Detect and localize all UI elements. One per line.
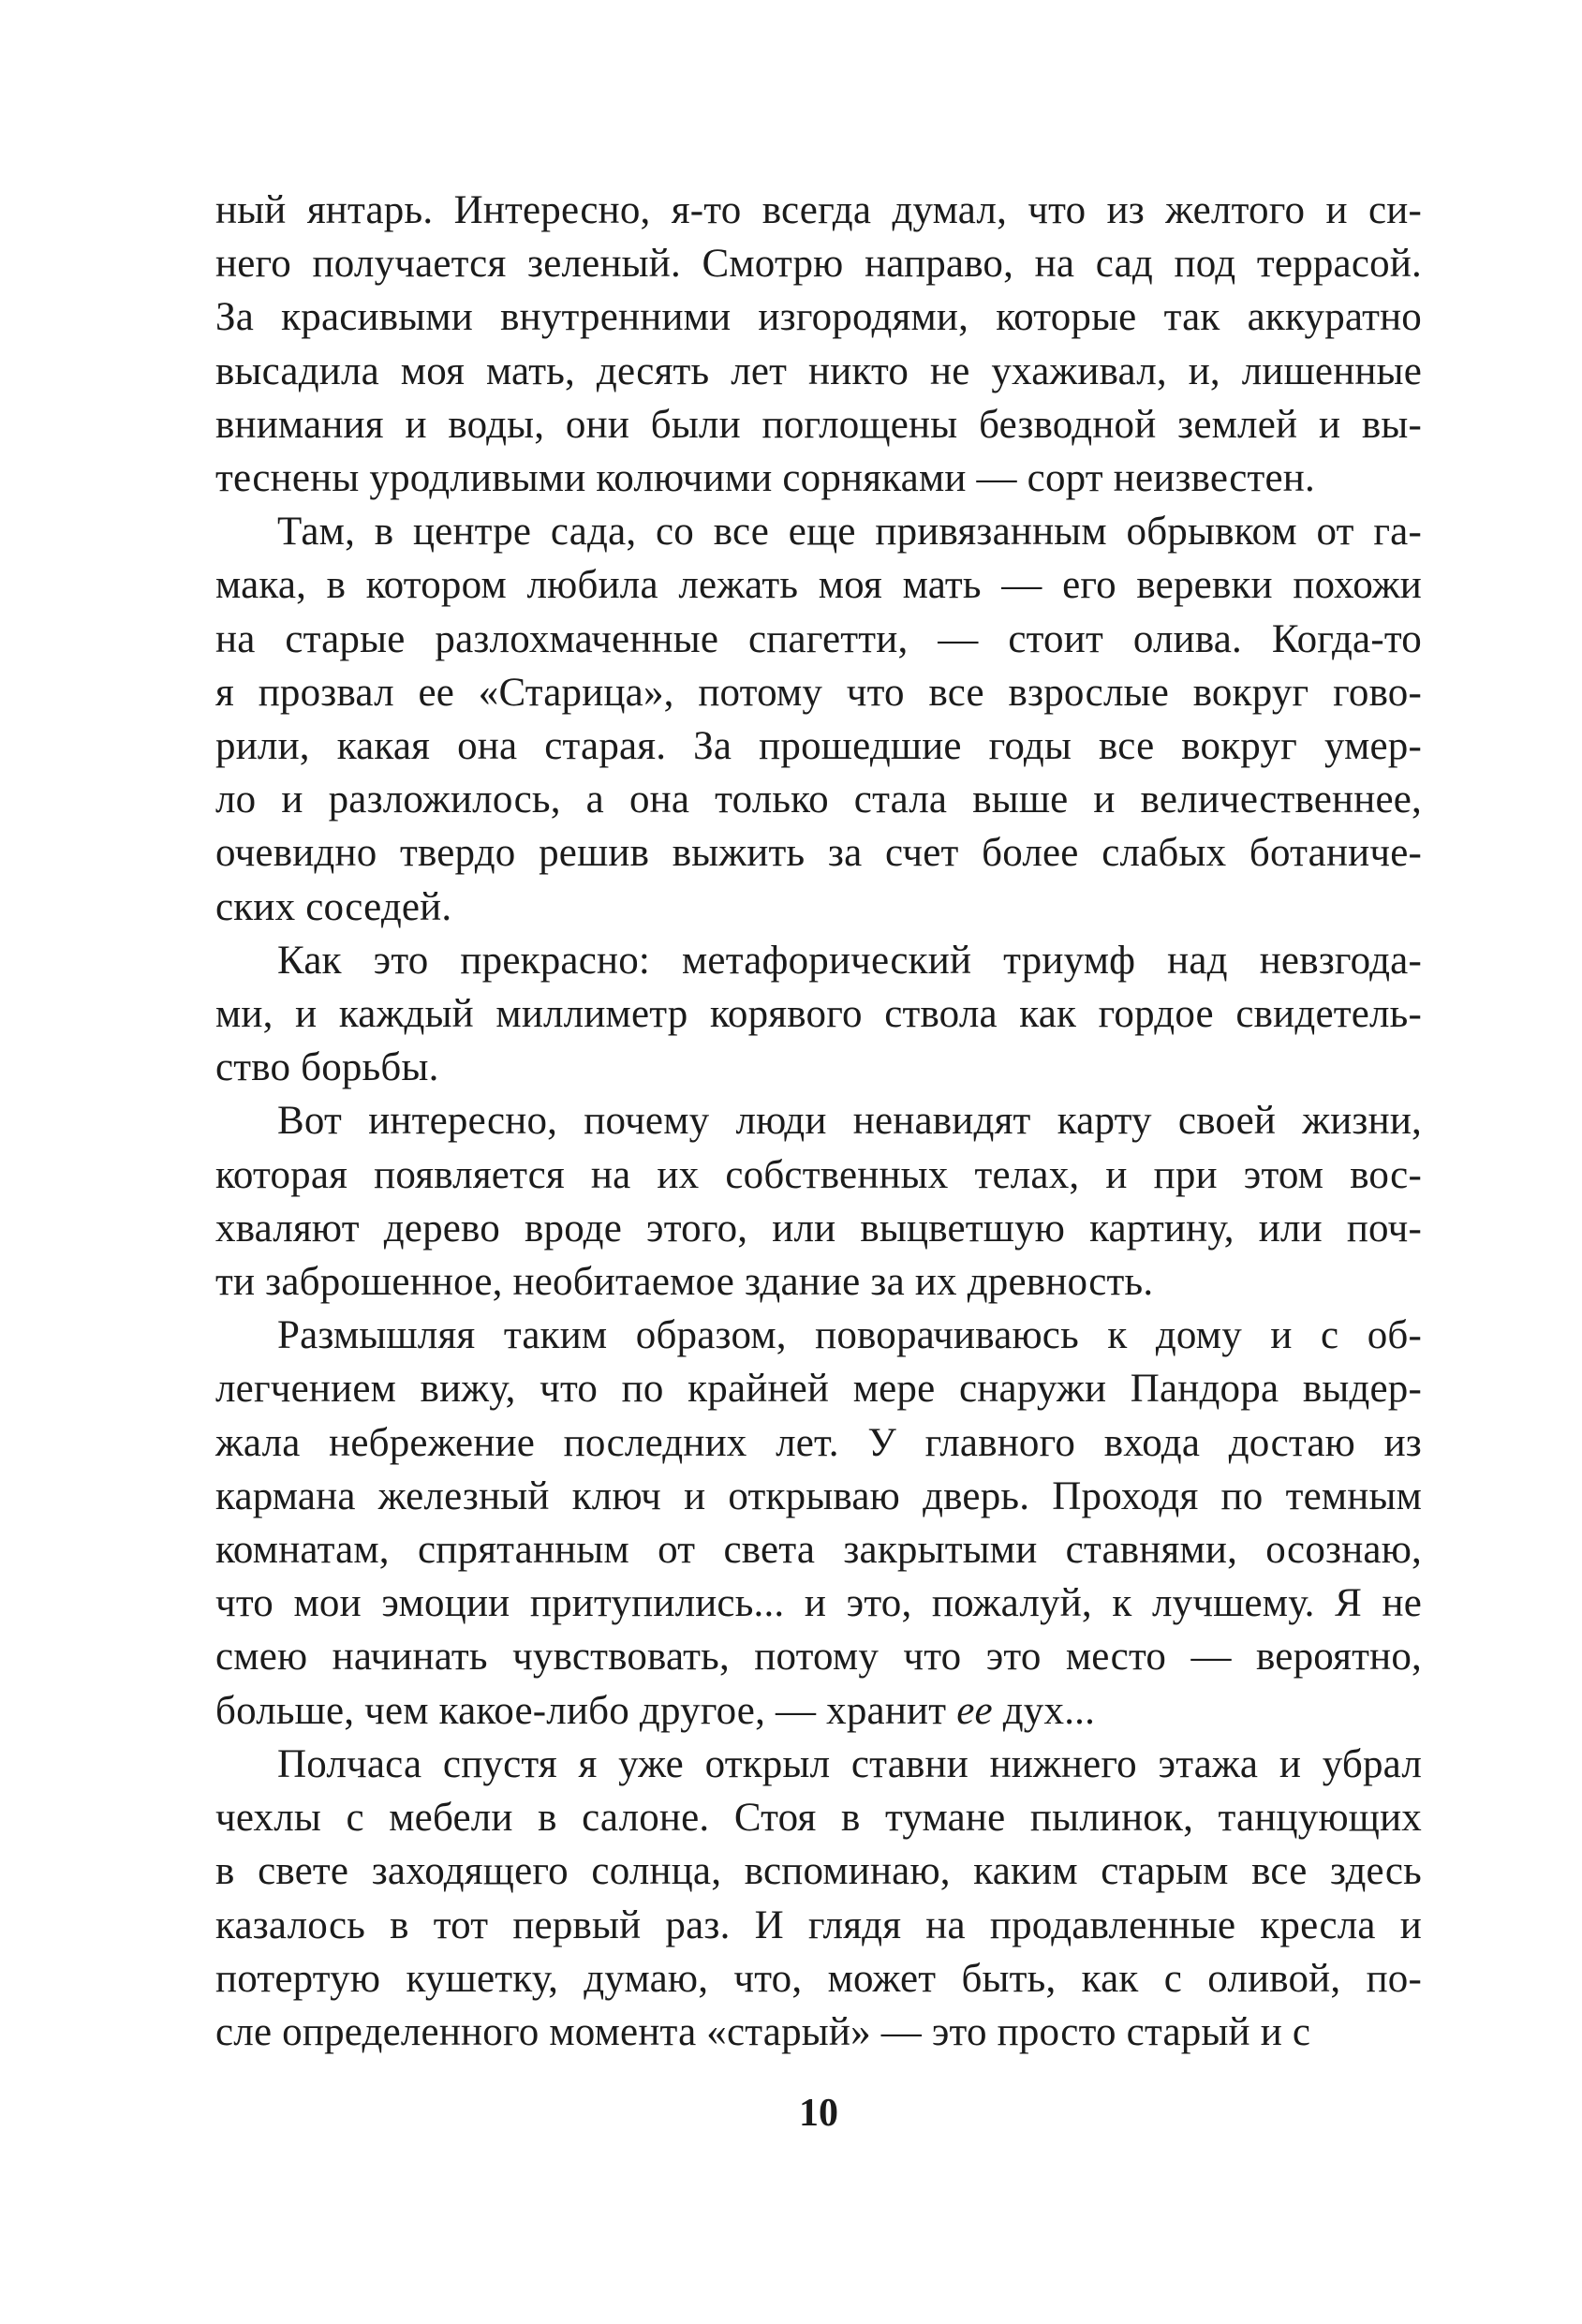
text-line: очевидно твердо решив выжить за счет более слабых ботаниче- [215, 831, 1422, 876]
text-line: теснены уродливыми колючими сорняками — сорт неизвестен. [215, 456, 1315, 501]
text-line: ми, и каждый миллиметр корявого ствола как гордое свидетель- [215, 992, 1422, 1037]
text-line: него получается зеленый. Смотрю направо, на сад под террасой. [215, 242, 1422, 287]
paragraph [215, 1094, 1422, 1309]
text-line: потертую кушетку, думаю, что, может быть, как с оливой, по- [215, 1956, 1422, 2001]
text-line: Как это прекрасно: метафорический триумф над невзгода- [277, 938, 1422, 983]
text-line: смею начинать чувствовать, потому что это место — вероятно, [215, 1635, 1422, 1680]
text-line: жала небрежение последних лет. У главного входа достаю из [215, 1420, 1422, 1465]
text-line: ный янтарь. Интересно, я-то всегда думал, что из желтого и си- [215, 188, 1422, 232]
text-line: кармана железный ключ и открываю дверь. Проходя по темным [215, 1473, 1422, 1518]
text-line: которая появляется на их собственных телах, и при этом вос- [215, 1152, 1422, 1197]
paragraph [215, 934, 1422, 1095]
text-line: чехлы с мебели в салоне. Стоя в тумане пылинок, танцующих [215, 1796, 1422, 1841]
text-line: казалось в тот первый раз. И глядя на продавленные кресла и [215, 1902, 1422, 1947]
text-line: ти заброшенное, необитаемое здание за их древность. [215, 1260, 1154, 1305]
text-line: Там, в центре сада, со все еще привязанным обрывком от га- [277, 510, 1422, 555]
text-line: Вот интересно, почему люди ненавидят карту своей жизни, [277, 1099, 1422, 1144]
text-line: Размышляя таким образом, поворачиваюсь к дому и с об- [277, 1313, 1422, 1358]
text-line: больше, чем какое-либо другое, — хранит ее дух... [215, 1688, 1096, 1733]
paragraph [215, 505, 1422, 934]
text-line: сле определенного момента «старый» — это просто старый и с [215, 2009, 1311, 2054]
text-line: высадила моя мать, десять лет никто не ухаживал, и, лишенные [215, 348, 1422, 393]
paragraph [215, 1309, 1422, 1738]
text-line: хваляют дерево вроде этого, или выцветшую картину, или поч- [215, 1206, 1422, 1251]
paragraph [215, 1738, 1422, 2059]
text-line: внимания и воды, они были поглощены безводной землей и вы- [215, 402, 1422, 447]
text-line: я прозвал ее «Старица», потому что все взрослые вокруг гово- [215, 670, 1422, 715]
text-line: Полчаса спустя я уже открыл ставни нижнего этажа и убрал [277, 1741, 1422, 1786]
text-line: мака, в котором любила лежать моя мать — его веревки похожи [215, 563, 1422, 608]
paragraph [215, 184, 1422, 505]
page-text [215, 184, 1422, 2059]
italic-text: ее [956, 1688, 993, 1733]
text-line: ских соседей. [215, 884, 452, 929]
text-line: комнатам, спрятанным от света закрытыми ставнями, осознаю, [215, 1528, 1422, 1573]
text-line: что мои эмоции притупились... и это, пожалуй, к лучшему. Я не [215, 1581, 1422, 1626]
text-line: За красивыми внутренними изгородями, которые так аккуратно [215, 295, 1422, 340]
text-line: легчением вижу, что по крайней мере снаружи Пандора выдер- [215, 1367, 1422, 1412]
page-number: 10 [799, 2092, 838, 2135]
text-line: на старые разлохмаченные спагетти, — стоит олива. Когда-то [215, 616, 1422, 661]
text-line: ло и разложилось, а она только стала выше и величественнее, [215, 777, 1422, 822]
text-line: в свете заходящего солнца, вспоминаю, каким старым все здесь [215, 1849, 1422, 1894]
text-line: ство борьбы. [215, 1045, 439, 1090]
text-line: рили, какая она старая. За прошедшие годы все вокруг умер- [215, 724, 1422, 769]
